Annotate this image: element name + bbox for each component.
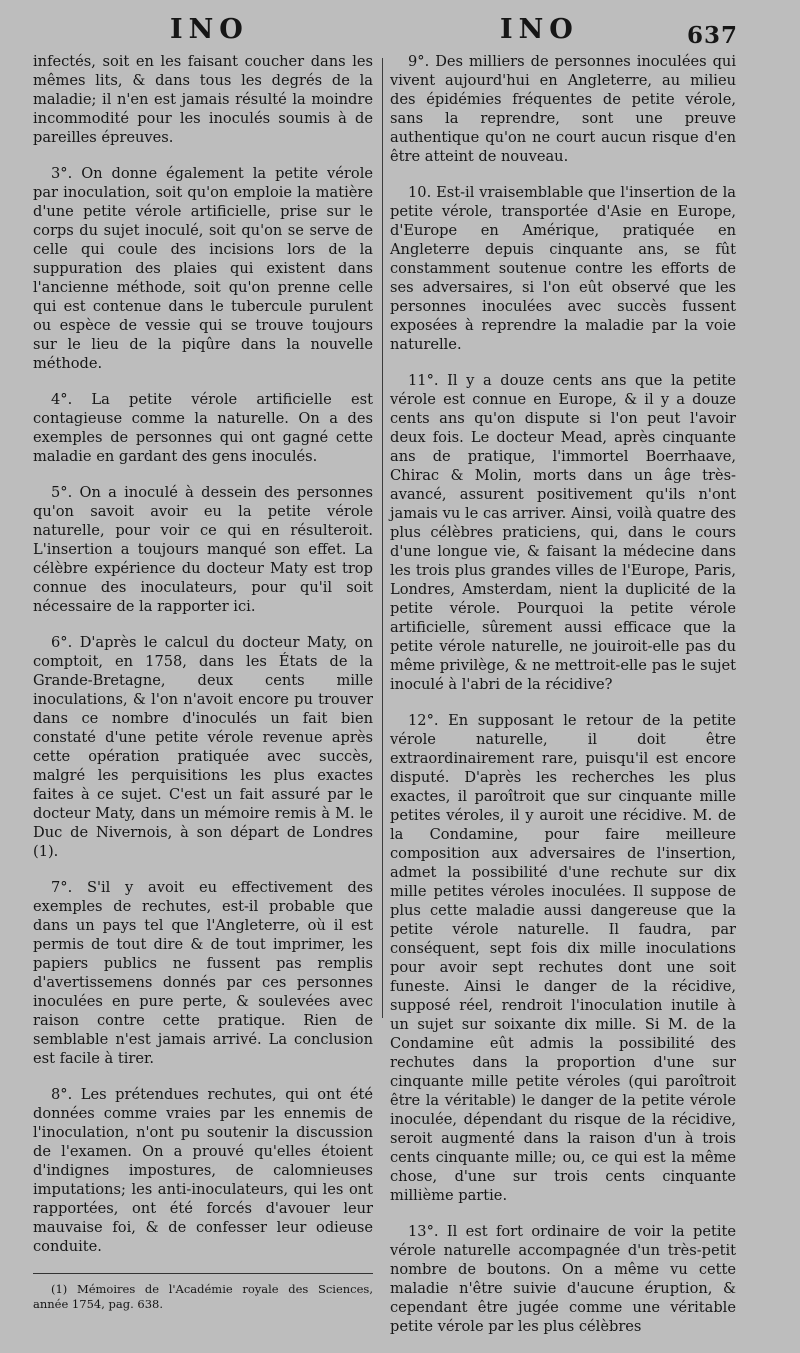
paragraph: 3°. On donne également la petite vérole par inoculation, soit qu'on emploie la matière d'une petite vérole artificielle, prise sur le corps du sujet inoculé, soit qu'on se serve de celle qui coule des incisions lors de la suppuration des plaies qui existent dans l'ancienne méthode, soit qu'on prenne celle qui est contenue dans le tubercule purulent ou espèce de vessie qui se trouve toujours sur le lieu de la piqûre dans la nouvelle méthode. — [33, 165, 373, 372]
footnote: (1) Mémoires de l'Académie royale des Sciences, année 1754, pag. 638. — [33, 1282, 373, 1311]
paragraph: 11°. Il y a douze cents ans que la petite vérole est connue en Europe, & il y a douze cents ans qu'on dispute si l'on peut l'avoir deux fois. Le docteur Mead, après cinquante ans de pratique, l'immortel Boerrhaave, Chirac & Molin, morts dans un âge très-avancé, assurent positivement qu'ils n'ont jamais vu le cas arriver. Ainsi, voilà quatre des plus célèbres praticiens, qui, dans le cours d'une longue vie, & faisant la médecine dans les trois plus grandes villes de l'Europe, Paris, Londres, Amsterdam, nient la duplicité de la petite vérole. Pourquoi la petite vérole artificielle, sûrement aussi efficace que la petite vérole naturelle, ne jouiroit-elle pas du même privilège, & ne mettroit-elle pas le sujet inoculé à l'abri de la récidive? — [390, 372, 736, 693]
paragraph: 10. Est-il vraisemblable que l'insertion de la petite vérole, transportée d'Asie en Europe, d'Europe en Amérique, pratiquée en Angleterre depuis cinquante ans, se fût constamment soutenue contre les efforts de ses adversaires, si l'on eût observé que les personnes inoculées avec succès fussent exposées à reprendre la maladie par la voie naturelle. — [390, 184, 736, 353]
paragraph: 5°. On a inoculé à dessein des personnes qu'on savoit avoir eu la petite vérole naturelle, pour voir ce qui en résulteroit. L'insertion a toujours manqué son effet. La célèbre expérience du docteur Maty est trop connue des inoculateurs, pour qu'il soit nécessaire de la rapporter ici. — [33, 484, 373, 615]
right-column — [390, 52, 736, 1353]
footnote-rule — [33, 1273, 373, 1274]
column-divider — [382, 58, 383, 1018]
running-head-left: INO — [170, 14, 249, 45]
paragraph: 6°. D'après le calcul du docteur Maty, on comptoit, en 1758, dans les États de la Grande-Bretagne, deux cents mille inoculations, & l'on n'avoit encore pu trouver dans ce nombre d'inoculés un fait bien constaté d'une petite vérole revenue après cette opération pratiquée avec succès, malgré les perquisitions les plus exactes faites à ce sujet. C'est un fait assuré par le docteur Maty, dans un mémoire remis à M. le Duc de Nivernois, à son départ de Londres (1). — [33, 634, 373, 860]
paragraph: infectés, soit en les faisant coucher dans les mêmes lits, & dans tous les degrés de la maladie; il n'en est jamais résulté la moindre incommodité pour les inoculés soumis à de pareilles épreuves. — [33, 53, 373, 146]
paragraph: 7°. S'il y avoit eu effectivement des exemples de rechutes, est-il probable que dans un pays tel que l'Angleterre, où il est permis de tout dire & de tout imprimer, les papiers publics ne fussent pas remplis d'avertissemens donnés par ces personnes inoculées en pure perte, & soulevées avec raison contre cette pratique. Rien de semblable n'est jamais arrivé. La conclusion est facile à tirer. — [33, 879, 373, 1067]
paragraph: 9°. Des milliers de personnes inoculées qui vivent aujourd'hui en Angleterre, au milieu des épidémies fréquentes de petite vérole, sans la reprendre, sont une preuve authentique qu'on ne court aucun risque d'en être atteint de nouveau. — [390, 53, 736, 165]
paragraph: 4°. La petite vérole artificielle est contagieuse comme la naturelle. On a des exemples de personnes qui ont gagné cette maladie en gardant des gens inoculés. — [33, 391, 373, 465]
page-number: 637 — [686, 22, 738, 49]
paragraph: 8°. Les prétendues rechutes, qui ont été données comme vraies par les ennemis de l'inoculation, n'ont pu soutenir la discussion de l'examen. On a prouvé qu'elles étoient d'indignes impostures, de calomnieuses imputations; les anti-inoculateurs, qui les ont rapportées, ont été forcés d'avouer leur mauvaise foi, & de confesser leur odieuse conduite. — [33, 1086, 373, 1255]
running-head-right: INO — [500, 14, 579, 45]
paragraph: 13°. Il est fort ordinaire de voir la petite vérole naturelle accompagnée d'un très-petit nombre de boutons. On a même vu cette maladie n'être suivie d'aucune éruption, & cependant être jugée comme une véritable petite vérole par les plus célèbres — [390, 1223, 736, 1335]
paragraph: 12°. En supposant le retour de la petite vérole naturelle, il doit être extraordinairement rare, puisqu'il est encore disputé. D'après les recherches les plus exactes, il paroîtroit que sur cinquante mille petites véroles, il y auroit une récidive. M. de la Condamine, pour faire meilleure composition aux adversaires de l'insertion, admet la possibilité d'une rechute sur dix mille petites véroles inoculées. Il suppose de plus cette maladie aussi dangereuse que la petite vérole naturelle. Il faudra, par conséquent, sept fois dix mille inoculations pour avoir sept rechutes dont une soit funeste. Ainsi le danger de la récidive, supposé réel, rendroit l'inoculation inutile à un sujet sur soixante dix mille. Si M. de la Condamine eût admis la possibilité des rechutes dans la proportion d'une sur cinquante mille petite véroles (qui paroîtroit être la véritable) le danger de la petite vérole inoculée, dépendant du risque de la récidive, seroit augmenté dans la raison d'un à trois cents cinquante mille; ou, ce qui est la même chose, d'une sur trois cents cinquante millième partie. — [390, 712, 736, 1204]
left-column — [33, 52, 373, 1312]
